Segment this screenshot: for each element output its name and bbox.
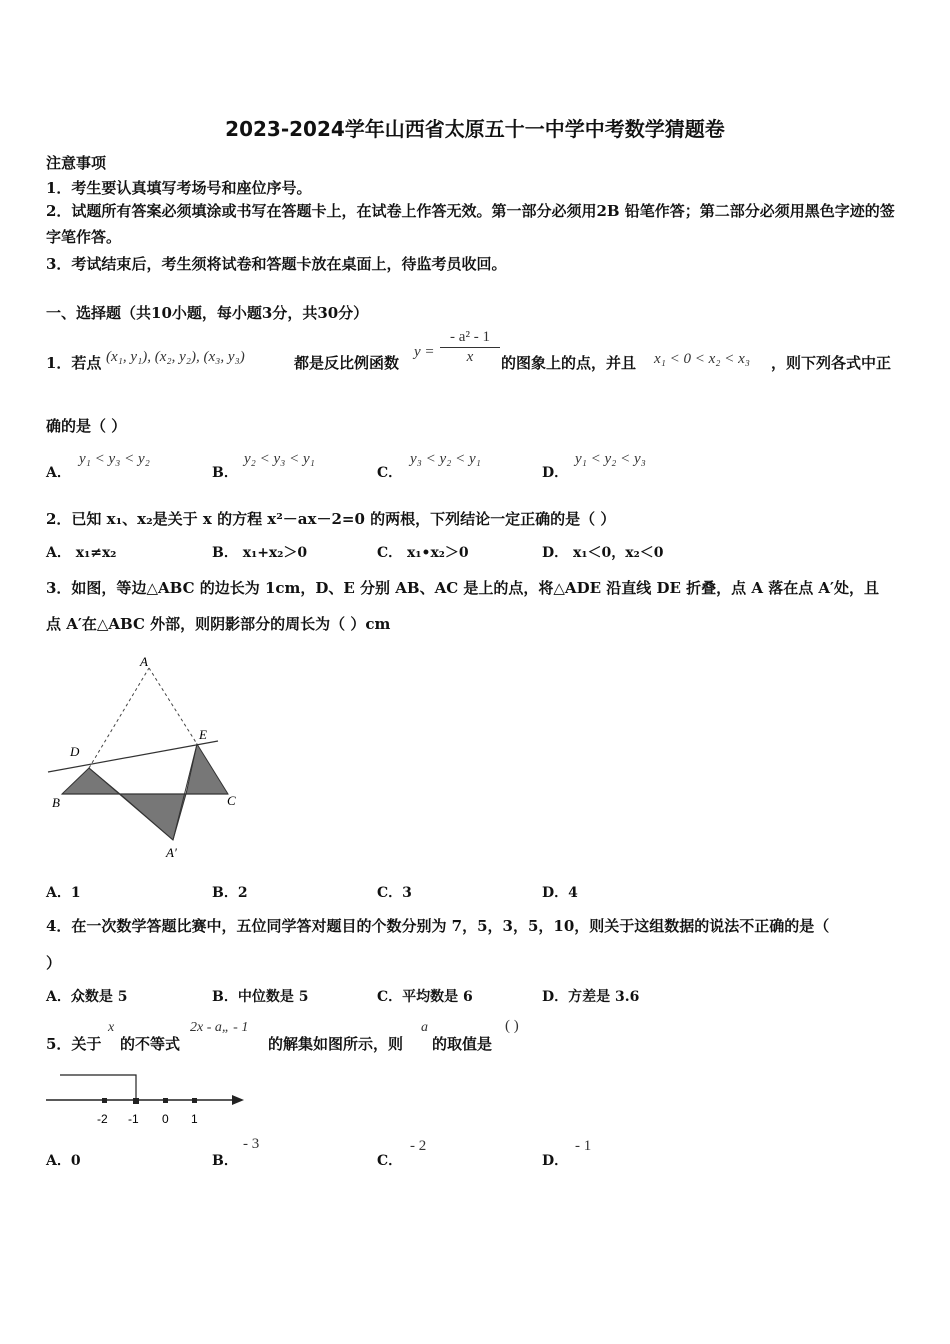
q5-option-c-text[interactable]: - 2 xyxy=(410,1138,427,1154)
q1-middle: 都是反比例函数 xyxy=(294,354,400,372)
q5-paren: ( ) xyxy=(505,1018,519,1034)
q3-option-a[interactable] xyxy=(46,882,81,902)
q1-condition: x₁ < 0 < x₂ < x₃ xyxy=(654,351,750,367)
q5-prefix: 5．关于 xyxy=(46,1035,102,1053)
q3-line2: 点 A′在△ABC 外部，则阴影部分的周长为（ ）cm xyxy=(46,615,391,633)
q3-shade-bottom xyxy=(120,794,186,840)
q5-solution-bracket xyxy=(60,1075,136,1100)
q2-option-a-label: A． xyxy=(46,545,71,561)
q1-option-d[interactable]: y₁ < y₂ < y₃ xyxy=(575,451,646,467)
q1-option-b[interactable]: y₂ < y₃ < y₁ xyxy=(244,451,315,467)
q3-shade-right xyxy=(186,744,228,794)
q2-option-a-text: x₁≠x₂ xyxy=(75,545,117,561)
notice-item-2: 2．试题所有答案必须填涂或书写在答题卡上，在试卷上作答无效。第一部分必须用2B 铅笔作答；第二部分必须用黑色字迹的签字笔作答。 xyxy=(46,202,895,246)
q1-func-lhs: y = xyxy=(414,344,435,360)
q4-option-a[interactable] xyxy=(46,986,128,1006)
q2-option-b-label: B． xyxy=(212,545,238,561)
q1-option-c[interactable]: y₃ < y₂ < y₁ xyxy=(410,451,481,467)
q2-option-c-text: x₁•x₂＞0 xyxy=(407,545,469,561)
q3-option-a-label: A． xyxy=(46,885,71,901)
q4-option-c[interactable] xyxy=(377,986,473,1006)
q2-text: 2．已知 x₁、x₂是关于 x 的方程 x²－ax－2=0 的两根，下列结论一定正确的是（ ） xyxy=(46,510,616,528)
q4-option-b-label: B． xyxy=(212,989,238,1005)
q2-option-d-text: x₁＜0，x₂＜0 xyxy=(573,545,664,561)
q1-line2: 确的是（ ） xyxy=(46,417,127,435)
q4-option-b[interactable] xyxy=(212,986,308,1006)
section-heading: 一、选择题（共10小题，每小题3分，共30分） xyxy=(46,304,369,322)
notice-item-1: 1．考生要认真填写考场号和座位序号。 xyxy=(46,179,312,197)
q5-option-a-text: 0 xyxy=(70,1153,81,1169)
q2-option-d[interactable] xyxy=(542,542,663,562)
q5-option-d-label[interactable]: D． xyxy=(542,1153,569,1169)
q5-option-a-label: A． xyxy=(46,1153,71,1169)
q5-axis-arrow xyxy=(232,1095,244,1105)
q4-line1: 4．在一次数学答题比赛中，五位同学答对题目的个数分别为 7，5，3，5，10，则关于这组数据的说法不正确的是（ xyxy=(46,917,830,935)
q5-tick-label-0: 0 xyxy=(162,1112,169,1126)
q5-var-a: a xyxy=(421,1020,428,1035)
q4-option-d-text: 方差是 3.6 xyxy=(568,989,640,1005)
q1-points: (x₁, y₁), (x₂, y₂), (x₃, y₃) xyxy=(106,349,245,365)
q1-option-b-label[interactable]: B． xyxy=(212,465,238,481)
q1-option-a-label[interactable]: A． xyxy=(46,465,71,481)
q5-option-d-text[interactable]: - 1 xyxy=(575,1138,592,1154)
q5-tick-label-m1: -1 xyxy=(128,1112,139,1126)
q3-label-a-prime: A′ xyxy=(166,845,177,860)
q3-line1: 3．如图，等边△ABC 的边长为 1cm，D、E 分别 AB、AC 是上的点，将△ADE 沿直线 DE 折叠，点 A 落在点 A′处，且 xyxy=(46,579,880,597)
q3-label-a: A xyxy=(140,654,148,669)
q3-option-c-label: C． xyxy=(377,885,403,901)
notice-item-3: 3．考试结束后，考生须将试卷和答题卡放在桌面上，待监考员收回。 xyxy=(46,255,507,273)
q5-tick-0 xyxy=(163,1098,168,1103)
q5-option-b-text[interactable]: - 3 xyxy=(243,1136,260,1152)
q2-option-b[interactable] xyxy=(212,542,307,562)
q5-after: 的解集如图所示，则 xyxy=(268,1035,404,1053)
q4-option-d-label: D． xyxy=(542,989,569,1005)
q5-number-line xyxy=(40,1068,250,1130)
q4-option-b-text: 中位数是 5 xyxy=(237,989,309,1005)
q5-tail: 的取值是 xyxy=(432,1035,493,1053)
page-title: 2023-2024学年山西省太原五十一中学中考数学猜题卷 xyxy=(225,117,725,141)
q3-option-c[interactable] xyxy=(377,882,412,902)
q1-fraction xyxy=(440,329,500,366)
q3-label-e: E xyxy=(199,727,207,742)
q1-option-a[interactable]: y₁ < y₃ < y₂ xyxy=(79,451,150,467)
q5-tick-m1 xyxy=(133,1098,139,1104)
q3-option-d-text: 4 xyxy=(568,885,578,901)
q3-option-b[interactable] xyxy=(212,882,248,902)
q5-tick-label-1: 1 xyxy=(191,1112,198,1126)
q3-dashed-ad xyxy=(89,668,149,768)
q3-label-c: C xyxy=(227,793,236,808)
q1-option-c-label[interactable]: C． xyxy=(377,465,403,481)
q2-option-c[interactable] xyxy=(377,542,469,562)
q3-option-a-text: 1 xyxy=(70,885,81,901)
q5-var-x: x xyxy=(108,1020,115,1035)
q3-label-d: D xyxy=(70,744,80,759)
q5-option-c-label[interactable]: C． xyxy=(377,1153,403,1169)
q5-tick-1 xyxy=(192,1098,197,1103)
q3-dashed-ae xyxy=(149,668,197,744)
q3-shade-left xyxy=(62,768,120,794)
q4-option-d[interactable] xyxy=(542,986,639,1006)
q3-label-b: B xyxy=(52,795,60,810)
q1-option-d-label[interactable]: D． xyxy=(542,465,569,481)
q3-option-d[interactable] xyxy=(542,882,578,902)
q5-mid: 的不等式 xyxy=(120,1035,181,1053)
q5-option-b-label[interactable]: B． xyxy=(212,1153,238,1169)
q4-option-c-text: 平均数是 6 xyxy=(402,989,473,1005)
q3-option-c-text: 3 xyxy=(402,885,412,901)
q1-after: 的图象上的点，并且 xyxy=(501,354,637,372)
q3-option-b-text: 2 xyxy=(237,885,248,901)
q5-tick-label-m2: -2 xyxy=(97,1112,108,1126)
q5-tick-m2 xyxy=(102,1098,107,1103)
q2-option-d-label: D． xyxy=(542,545,569,561)
q4-line2: ） xyxy=(46,954,62,972)
q3-figure xyxy=(40,650,260,865)
q2-option-c-label: C． xyxy=(377,545,403,561)
q3-option-d-label: D． xyxy=(542,885,569,901)
notice-heading: 注意事项 xyxy=(46,154,107,172)
q4-option-a-text: 众数是 5 xyxy=(70,989,128,1005)
q4-option-c-label: C． xyxy=(377,989,403,1005)
q1-fraction-numerator: - a² - 1 xyxy=(440,329,500,348)
q5-inequality: 2x - a„ - 1 xyxy=(190,1020,249,1035)
q1-prefix: 1．若点 xyxy=(46,354,102,372)
q2-option-b-text: x₁+x₂＞0 xyxy=(242,545,308,561)
q1-fraction-denominator: x xyxy=(466,349,474,365)
q3-option-b-label: B． xyxy=(212,885,238,901)
q4-option-a-label: A． xyxy=(46,989,71,1005)
q2-option-a[interactable] xyxy=(46,542,116,562)
q5-option-a[interactable] xyxy=(46,1150,81,1170)
q1-tail: ，则下列各式中正 xyxy=(771,354,892,372)
